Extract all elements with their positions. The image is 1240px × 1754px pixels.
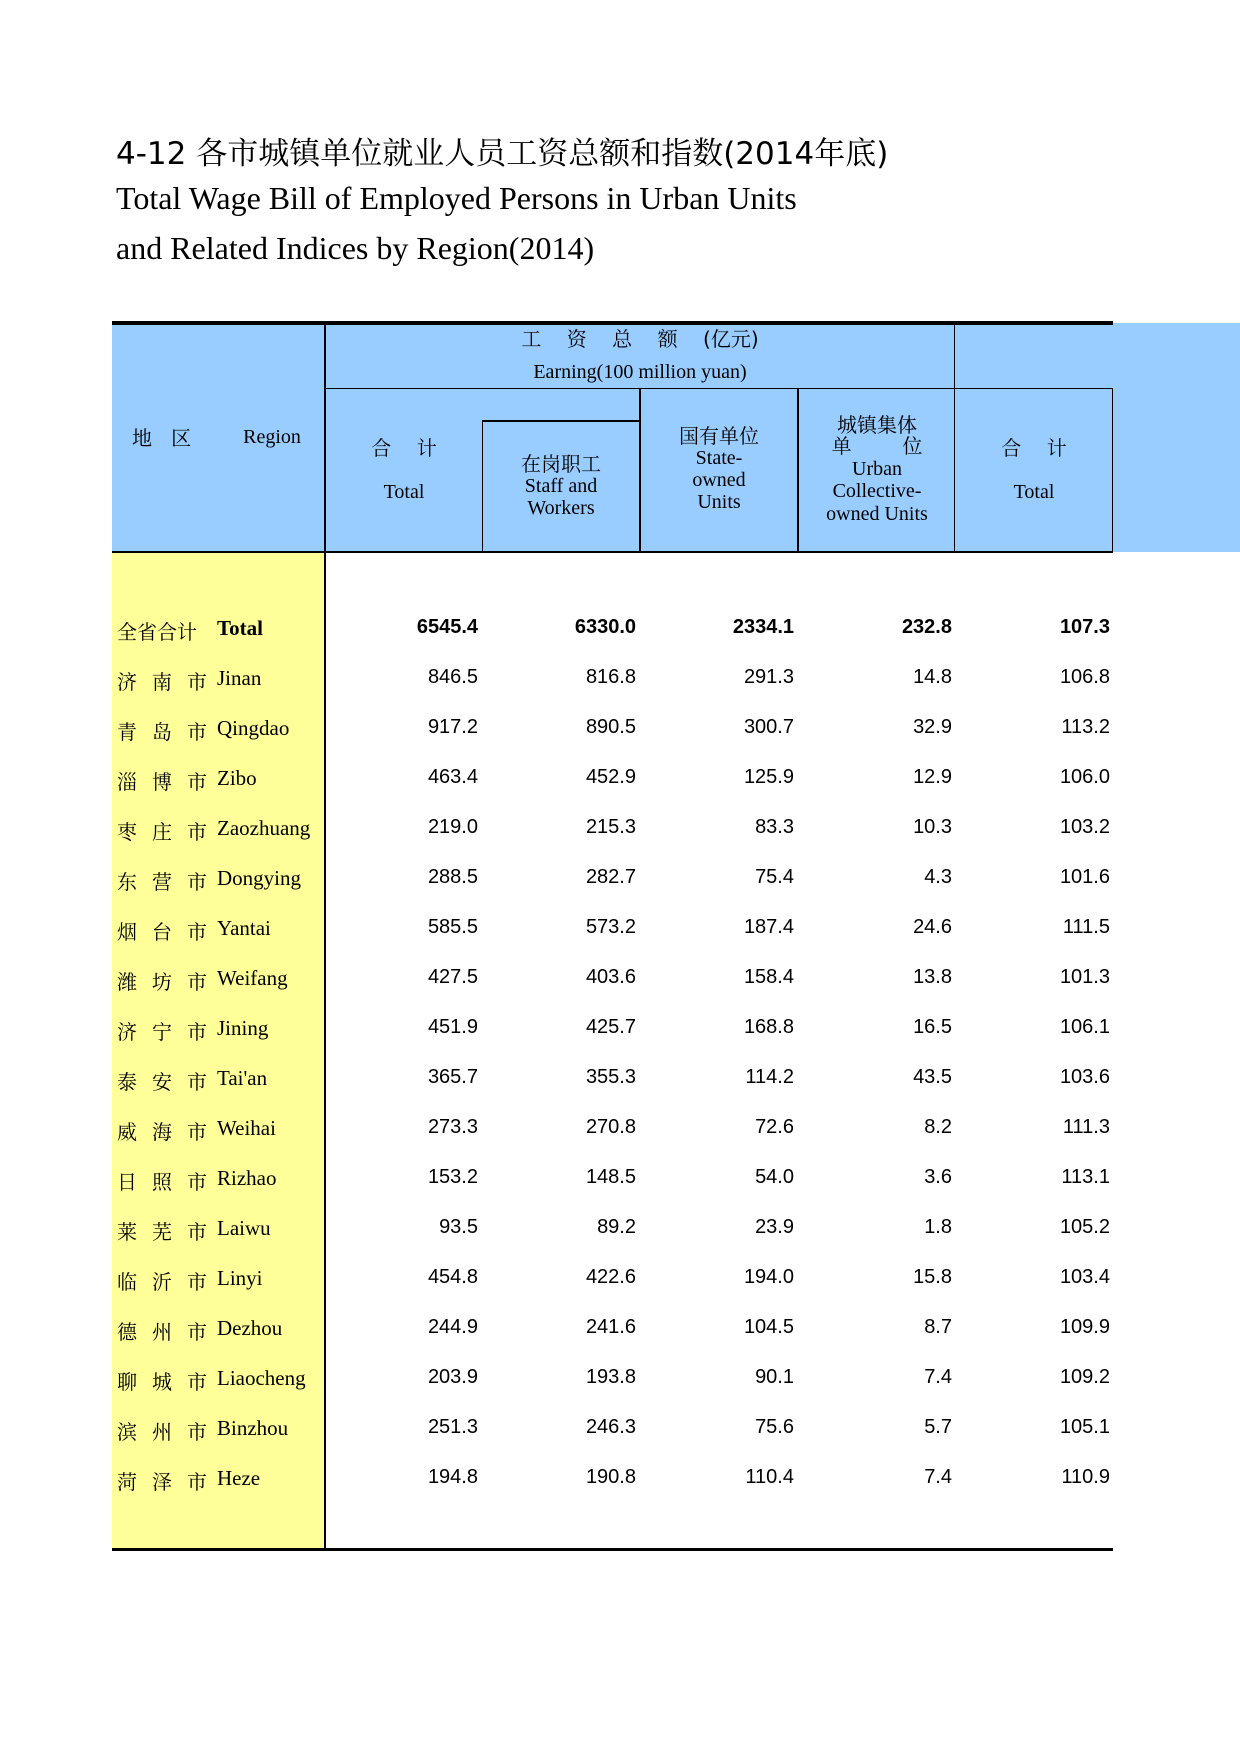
cell-coll: 10.3 <box>913 816 952 838</box>
cell-staff: 422.6 <box>585 1266 636 1288</box>
table-row <box>112 1366 1112 1416</box>
header-earning-en: Earning(100 million yuan) <box>533 361 747 383</box>
cell-coll: 8.7 <box>924 1316 952 1338</box>
cell-total: 244.9 <box>427 1316 478 1338</box>
table-row <box>112 1216 1112 1266</box>
cell-staff: 355.3 <box>585 1066 636 1088</box>
cell-index: 113.2 <box>1061 716 1110 738</box>
region-name-cn: 威 海 市 <box>117 1120 207 1144</box>
cell-index: 110.9 <box>1061 1466 1110 1488</box>
cell-coll: 232.8 <box>901 616 952 638</box>
region-name-cn: 全省合计 <box>117 620 197 644</box>
cell-total: 427.5 <box>427 966 478 988</box>
cell-staff: 215.3 <box>585 816 636 838</box>
region-name-cn: 潍 坊 市 <box>117 970 207 994</box>
cell-staff: 452.9 <box>585 766 636 788</box>
cell-state: 75.4 <box>755 866 794 888</box>
cell-staff: 193.8 <box>585 1366 636 1388</box>
header-index-cn: 合 计 <box>1001 436 1067 460</box>
region-name-en: Heze <box>217 1466 261 1490</box>
region-name-cn: 滨 州 市 <box>117 1420 207 1444</box>
region-name-cn: 济 南 市 <box>117 670 207 694</box>
header-bottom-rule <box>112 551 1113 553</box>
cell-index: 109.2 <box>1059 1366 1110 1388</box>
cell-coll: 16.5 <box>913 1016 952 1038</box>
cell-staff: 425.7 <box>585 1016 636 1038</box>
cell-total: 463.4 <box>427 766 478 788</box>
region-name-en: Binzhou <box>217 1416 289 1440</box>
region-name-cn: 烟 台 市 <box>117 920 207 944</box>
cell-staff: 282.7 <box>585 866 636 888</box>
cell-index: 101.6 <box>1059 866 1110 888</box>
region-name-cn: 泰 安 市 <box>117 1070 207 1094</box>
header-coll-cn2: 单 位 <box>831 434 923 458</box>
region-name-en: Linyi <box>217 1266 263 1290</box>
bottom-rule <box>112 1548 1113 1551</box>
cell-state: 194.0 <box>743 1266 794 1288</box>
table-row-total <box>112 616 1112 666</box>
cell-state: 168.8 <box>743 1016 794 1038</box>
index-right-border <box>1112 388 1113 552</box>
cell-staff: 890.5 <box>585 716 636 738</box>
cell-state: 72.6 <box>755 1116 794 1138</box>
cell-state: 90.1 <box>755 1366 794 1388</box>
cell-staff: 6330.0 <box>574 616 636 638</box>
cell-staff: 403.6 <box>585 966 636 988</box>
table-row <box>112 716 1112 766</box>
table-row <box>112 1116 1112 1166</box>
header-staff-en1: Staff and <box>524 475 598 497</box>
cell-staff: 816.8 <box>585 666 636 688</box>
table-row <box>112 816 1112 866</box>
cell-index: 107.3 <box>1059 616 1110 638</box>
cell-total: 917.2 <box>427 716 478 738</box>
cell-state: 125.9 <box>743 766 794 788</box>
cell-state: 75.6 <box>755 1416 794 1438</box>
header-state-en2: owned <box>692 469 746 491</box>
cell-coll: 3.6 <box>924 1166 952 1188</box>
table-row <box>112 1316 1112 1366</box>
cell-state: 23.9 <box>755 1216 794 1238</box>
cell-coll: 13.8 <box>913 966 952 988</box>
cell-state: 104.5 <box>743 1316 794 1338</box>
table-row <box>112 1466 1112 1516</box>
cell-index: 103.2 <box>1059 816 1110 838</box>
table-row <box>112 666 1112 716</box>
cell-total: 846.5 <box>427 666 478 688</box>
page-title-cn: 4-12 各市城镇单位就业人员工资总额和指数(2014年底) <box>116 136 889 172</box>
cell-coll: 14.8 <box>913 666 952 688</box>
header-coll-en2: Collective- <box>832 480 922 502</box>
table-row <box>112 916 1112 966</box>
cell-staff: 190.8 <box>585 1466 636 1488</box>
cell-index: 106.8 <box>1059 666 1110 688</box>
cell-state: 2334.1 <box>732 616 794 638</box>
cell-index: 106.1 <box>1059 1016 1110 1038</box>
earning-group-bottom <box>325 388 1113 389</box>
table-row <box>112 1066 1112 1116</box>
cell-staff: 241.6 <box>585 1316 636 1338</box>
cell-state: 114.2 <box>745 1066 794 1088</box>
header-total-en: Total <box>383 481 425 503</box>
page-title-en-line2: and Related Indices by Region(2014) <box>116 230 595 266</box>
cell-coll: 32.9 <box>913 716 952 738</box>
region-name-cn: 枣 庄 市 <box>117 820 207 844</box>
region-name-cn: 莱 芜 市 <box>117 1220 207 1244</box>
header-coll-cn1: 城镇集体 <box>837 413 917 437</box>
cell-state: 300.7 <box>743 716 794 738</box>
cell-total: 219.0 <box>427 816 478 838</box>
header-coll-en3: owned Units <box>826 503 928 525</box>
header-index-en: Total <box>1013 481 1055 503</box>
cell-total: 153.2 <box>427 1166 478 1188</box>
region-name-cn: 日 照 市 <box>117 1170 207 1194</box>
header-staff-en2: Workers <box>527 497 595 519</box>
header-state-cn: 国有单位 <box>679 424 759 448</box>
cell-staff: 246.3 <box>585 1416 636 1438</box>
cell-total: 585.5 <box>427 916 478 938</box>
cell-coll: 1.8 <box>924 1216 952 1238</box>
cell-index: 105.1 <box>1059 1416 1110 1438</box>
cell-state: 54.0 <box>755 1166 794 1188</box>
region-name-en: Qingdao <box>217 716 290 740</box>
cell-coll: 8.2 <box>924 1116 952 1138</box>
region-name-cn: 临 沂 市 <box>117 1270 207 1294</box>
staff-box-top <box>482 420 640 422</box>
region-name-en: Dongying <box>217 866 301 890</box>
cell-total: 251.3 <box>427 1416 478 1438</box>
region-name-en: Liaocheng <box>217 1366 306 1390</box>
header-region-en: Region <box>243 426 301 448</box>
region-name-cn: 聊 城 市 <box>117 1370 207 1394</box>
cell-index: 113.1 <box>1061 1166 1110 1188</box>
table-row <box>112 866 1112 916</box>
region-name-cn: 德 州 市 <box>117 1320 207 1344</box>
table-row <box>112 966 1112 1016</box>
region-name-cn: 青 岛 市 <box>117 720 207 744</box>
cell-total: 454.8 <box>427 1266 478 1288</box>
cell-index: 103.4 <box>1059 1266 1110 1288</box>
header-region-cn: 地 区 <box>132 426 192 450</box>
region-name-cn: 济 宁 市 <box>117 1020 207 1044</box>
table-row <box>112 1266 1112 1316</box>
region-name-en: Tai'an <box>217 1066 268 1090</box>
region-name-cn: 菏 泽 市 <box>117 1470 207 1494</box>
cell-total: 203.9 <box>427 1366 478 1388</box>
cell-staff: 89.2 <box>597 1216 636 1238</box>
cell-state: 110.4 <box>745 1466 794 1488</box>
region-name-en: Dezhou <box>217 1316 283 1340</box>
table-row <box>112 1166 1112 1216</box>
cell-coll: 4.3 <box>924 866 952 888</box>
cell-total: 288.5 <box>427 866 478 888</box>
page-title-en-line1: Total Wage Bill of Employed Persons in Urban Units <box>116 180 797 216</box>
region-name-en: Zaozhuang <box>217 816 311 840</box>
header-state-en3: Units <box>697 491 741 513</box>
region-name-cn: 东 营 市 <box>117 870 207 894</box>
region-name-en: Weihai <box>217 1116 276 1140</box>
cell-total: 365.7 <box>427 1066 478 1088</box>
region-name-en: Yantai <box>217 916 271 940</box>
cell-coll: 7.4 <box>924 1466 952 1488</box>
cell-staff: 573.2 <box>585 916 636 938</box>
cell-coll: 7.4 <box>924 1366 952 1388</box>
cell-total: 93.5 <box>439 1216 478 1238</box>
region-name-en: Jinan <box>217 666 262 690</box>
header-state-en1: State- <box>695 447 743 469</box>
header-earning-cn: 工 资 总 额 (亿元) <box>521 327 759 351</box>
header-coll-en1: Urban <box>852 458 902 480</box>
cell-coll: 43.5 <box>913 1066 952 1088</box>
region-name-cn: 淄 博 市 <box>117 770 207 794</box>
cell-total: 194.8 <box>427 1466 478 1488</box>
cell-index: 103.6 <box>1059 1066 1110 1088</box>
cell-state: 83.3 <box>755 816 794 838</box>
cell-coll: 12.9 <box>913 766 952 788</box>
region-name-en: Laiwu <box>217 1216 271 1240</box>
cell-state: 291.3 <box>743 666 794 688</box>
cell-staff: 270.8 <box>585 1116 636 1138</box>
cell-index: 111.3 <box>1062 1116 1110 1138</box>
cell-coll: 15.8 <box>913 1266 952 1288</box>
header-total-cn: 合 计 <box>371 436 437 460</box>
cell-index: 105.2 <box>1059 1216 1110 1238</box>
cell-total: 6545.4 <box>416 616 478 638</box>
cell-index: 106.0 <box>1059 766 1110 788</box>
table-row <box>112 1016 1112 1066</box>
region-name-en: Weifang <box>217 966 288 990</box>
cell-total: 273.3 <box>427 1116 478 1138</box>
header-staff-cn: 在岗职工 <box>521 452 601 476</box>
table-row <box>112 1416 1112 1466</box>
cell-index: 101.3 <box>1059 966 1110 988</box>
region-name-en: Rizhao <box>217 1166 277 1190</box>
cell-total: 451.9 <box>427 1016 478 1038</box>
cell-staff: 148.5 <box>585 1166 636 1188</box>
region-name-en: Zibo <box>217 766 257 790</box>
cell-index: 109.9 <box>1059 1316 1110 1338</box>
region-name-en: Jining <box>217 1016 269 1040</box>
region-name-en: Total <box>217 616 263 640</box>
cell-coll: 5.7 <box>924 1416 952 1438</box>
table-row <box>112 766 1112 816</box>
top-rule <box>112 321 1113 325</box>
cell-coll: 24.6 <box>913 916 952 938</box>
cell-index: 111.5 <box>1062 916 1110 938</box>
cell-state: 187.4 <box>743 916 794 938</box>
cell-state: 158.4 <box>743 966 794 988</box>
